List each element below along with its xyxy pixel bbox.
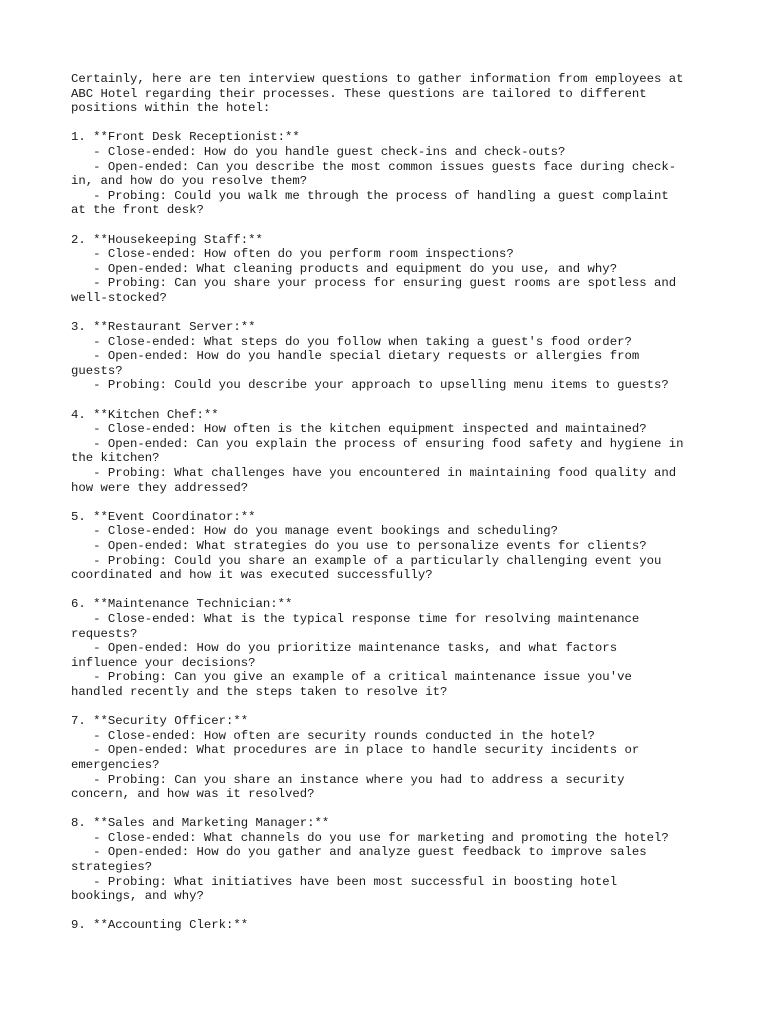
question-line: requests? <box>71 626 138 641</box>
spacer <box>71 116 711 131</box>
question-line: - Open-ended: How do you gather and analyze guest feedback to improve sales <box>71 845 647 860</box>
question-line: influence your decisions? <box>71 655 256 670</box>
question-line: - Open-ended: Can you describe the most common issues guests face during check- <box>71 159 677 174</box>
section-restaurant-server <box>71 320 711 393</box>
question-line: - Probing: Could you walk me through the process of handling a guest complaint <box>71 188 669 203</box>
question-line: - Probing: Can you share your process for ensuring guest rooms are spotless and <box>71 276 677 291</box>
spacer <box>71 583 711 598</box>
spacer <box>71 306 711 321</box>
question-line: guests? <box>71 363 123 378</box>
section-heading: 7. **Security Officer:** <box>71 714 249 729</box>
intro-line: Certainly, here are ten interview questions to gather information from employees at <box>71 72 684 86</box>
spacer <box>71 700 711 715</box>
question-line: emergencies? <box>71 757 160 772</box>
section-heading: 8. **Sales and Marketing Manager:** <box>71 816 330 831</box>
section-heading: 3. **Restaurant Server:** <box>71 320 256 335</box>
question-line: the kitchen? <box>71 451 160 466</box>
intro-line: positions within the hotel: <box>71 101 271 116</box>
section-accounting-clerk <box>71 918 711 933</box>
question-line: - Open-ended: Can you explain the process of ensuring food safety and hygiene in <box>71 436 684 451</box>
section-event-coordinator <box>71 510 711 583</box>
section-heading: 2. **Housekeeping Staff:** <box>71 232 263 247</box>
question-line: - Close-ended: What steps do you follow when taking a guest's food order? <box>71 334 632 349</box>
section-housekeeping <box>71 233 711 306</box>
question-line: well-stocked? <box>71 290 167 305</box>
question-line: in, and how do you resolve them? <box>71 174 308 189</box>
spacer <box>71 495 711 510</box>
section-kitchen-chef <box>71 408 711 496</box>
question-line: - Close-ended: How often are security rounds conducted in the hotel? <box>71 728 595 743</box>
spacer <box>71 904 711 919</box>
question-line: - Close-ended: How often is the kitchen equipment inspected and maintained? <box>71 422 647 437</box>
section-heading: 6. **Maintenance Technician:** <box>71 597 293 612</box>
question-line: strategies? <box>71 860 153 875</box>
question-line: - Probing: Can you give an example of a critical maintenance issue you've <box>71 670 632 685</box>
section-security-officer <box>71 714 711 802</box>
document-page <box>71 72 711 933</box>
question-line: - Close-ended: How do you handle guest check-ins and check-outs? <box>71 144 566 159</box>
question-line: - Open-ended: How do you handle special dietary requests or allergies from <box>71 349 640 364</box>
section-front-desk <box>71 130 711 218</box>
question-line: concern, and how was it resolved? <box>71 787 315 802</box>
question-line: - Open-ended: What procedures are in place to handle security incidents or <box>71 743 640 758</box>
question-line: - Probing: Could you share an example of a particularly challenging event you <box>71 553 662 568</box>
question-line: - Open-ended: What cleaning products and equipment do you use, and why? <box>71 261 618 276</box>
question-line: bookings, and why? <box>71 889 204 904</box>
question-line: - Close-ended: What channels do you use for marketing and promoting the hotel? <box>71 830 669 845</box>
question-line: - Close-ended: How do you manage event bookings and scheduling? <box>71 524 559 539</box>
section-heading: 4. **Kitchen Chef:** <box>71 407 219 422</box>
section-heading: 5. **Event Coordinator:** <box>71 509 256 524</box>
question-line: - Probing: Can you share an instance where you had to address a security <box>71 772 625 787</box>
intro-line: ABC Hotel regarding their processes. These questions are tailored to different <box>71 86 647 101</box>
question-line: coordinated and how it was executed successfully? <box>71 568 433 583</box>
question-line: - Probing: Could you describe your approach to upselling menu items to guests? <box>71 378 669 393</box>
section-maintenance-technician <box>71 597 711 699</box>
section-heading: 1. **Front Desk Receptionist:** <box>71 130 300 145</box>
question-line: - Close-ended: What is the typical response time for resolving maintenance <box>71 611 640 626</box>
spacer <box>71 218 711 233</box>
question-line: at the front desk? <box>71 203 204 218</box>
intro-paragraph <box>71 72 711 116</box>
question-line: handled recently and the steps taken to resolve it? <box>71 684 448 699</box>
question-line: - Probing: What initiatives have been most successful in boosting hotel <box>71 874 618 889</box>
section-heading: 9. **Accounting Clerk:** <box>71 918 249 933</box>
question-line: - Close-ended: How often do you perform room inspections? <box>71 247 514 262</box>
question-line: - Open-ended: How do you prioritize maintenance tasks, and what factors <box>71 641 618 656</box>
spacer <box>71 802 711 817</box>
question-line: - Open-ended: What strategies do you use to personalize events for clients? <box>71 539 647 553</box>
spacer <box>71 393 711 408</box>
question-line: - Probing: What challenges have you encountered in maintaining food quality and <box>71 466 677 481</box>
question-line: how were they addressed? <box>71 480 249 495</box>
section-sales-marketing <box>71 816 711 904</box>
